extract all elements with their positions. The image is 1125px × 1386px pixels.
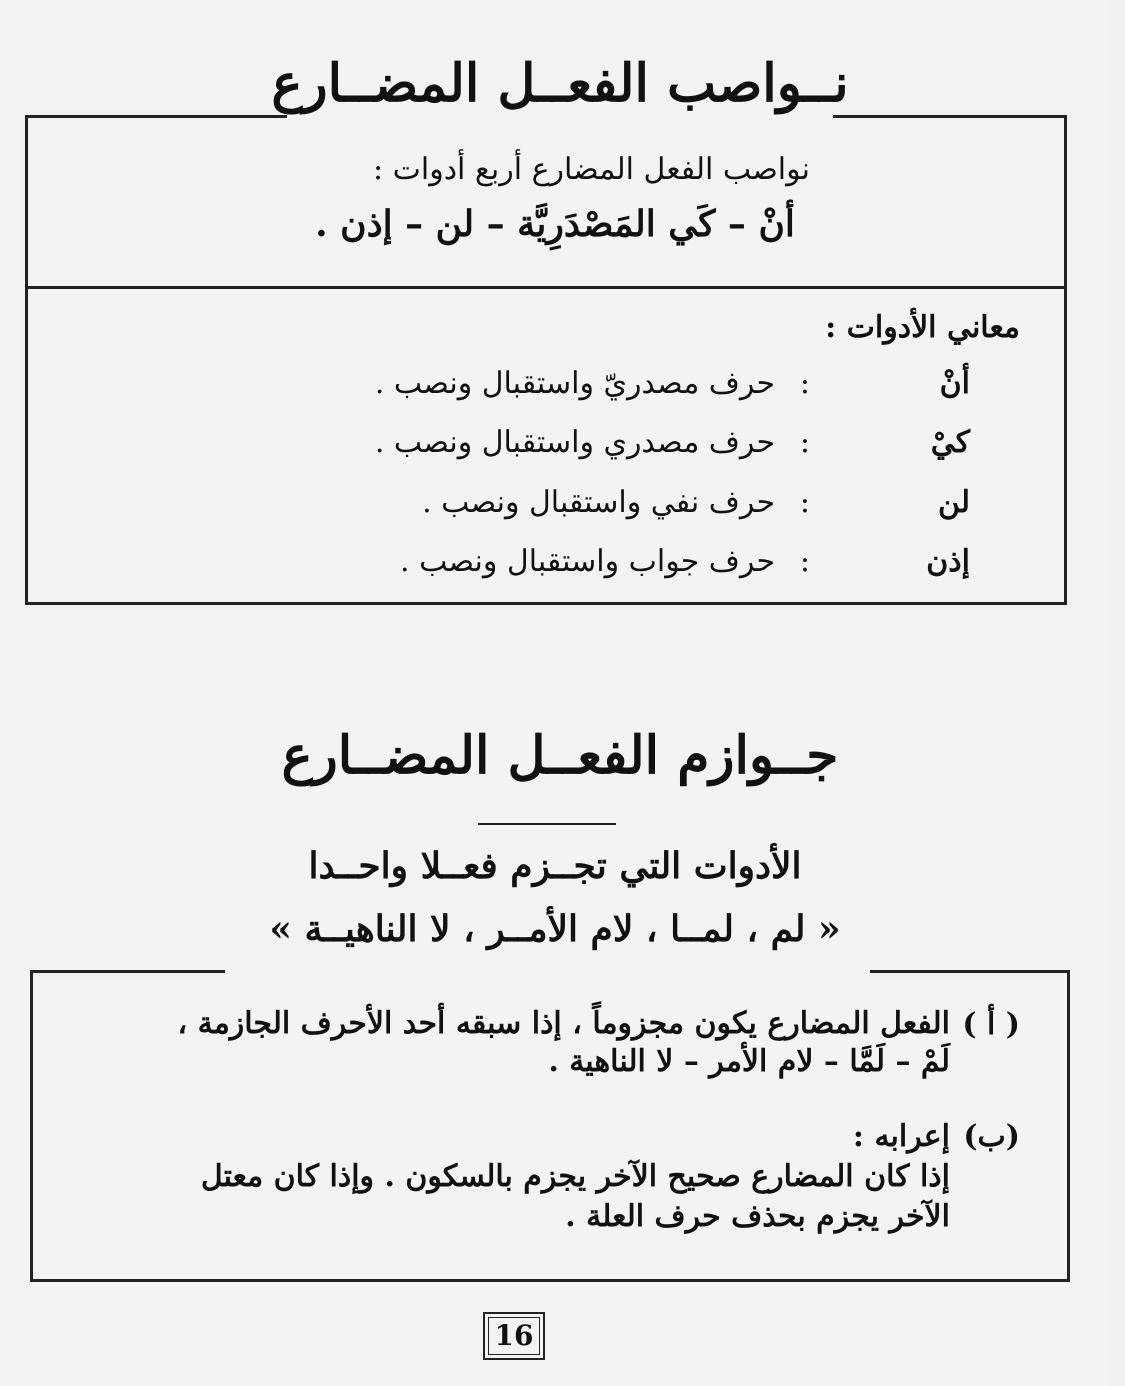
section2-list: « لم ، لمــا ، لام الأمــر ، لا الناهيــة » [269, 908, 841, 950]
item-marker: (ب) [963, 1119, 1020, 1154]
meaning-colon: : [799, 544, 810, 579]
section1-box [25, 115, 1067, 605]
meaning-definition: حرف مصدريّ واستقبال ونصب . [374, 366, 775, 401]
box2-top-left [30, 970, 225, 973]
section2-title: جــوازم الفعــل المضــارع [281, 725, 839, 786]
box2-bottom [30, 1279, 1070, 1282]
section2-subtitle: الأدوات التي تجــزم فعــلا واحــدا [308, 845, 802, 887]
jazm-item [30, 1117, 1020, 1267]
item-line: لَمْ – لَمَّا – لام الأمر – لا الناهية . [548, 1044, 950, 1079]
item-line: الآخر يجزم بحذف حرف العلة . [565, 1199, 950, 1234]
section1-title: نــواصب الفعــل المضــارع [271, 53, 849, 114]
section1-tools: أنْ – كَي المَصْدَرِيَّة – لن – إذن . [315, 203, 795, 245]
box-top-line-left [25, 115, 287, 118]
meaning-term: أنْ [939, 366, 970, 401]
meaning-row [170, 425, 970, 465]
page-number: 16 [488, 1317, 540, 1355]
meaning-term: كيْ [930, 425, 970, 460]
meaning-row [170, 485, 970, 525]
meaning-definition: حرف جواب واستقبال ونصب . [400, 544, 775, 579]
item-line: إعرابه : [852, 1119, 950, 1154]
meanings-heading-text: معاني الأدوات : [825, 310, 1020, 345]
box2-right [1067, 970, 1070, 1282]
box-top-line-right [833, 115, 1067, 118]
meaning-row [170, 544, 970, 584]
meaning-colon: : [799, 366, 810, 401]
item-marker: ( أ ) [962, 1007, 1020, 1042]
section1-intro: نواصب الفعل المضارع أربع أدوات : [372, 152, 810, 187]
jazm-item [30, 1005, 1020, 1100]
item-lines [30, 1117, 950, 1237]
item-lines [30, 1005, 950, 1081]
meaning-definition: حرف مصدري واستقبال ونصب . [374, 425, 775, 460]
title-underline [478, 823, 616, 825]
meaning-term: إذن [926, 544, 970, 579]
meaning-definition: حرف نفي واستقبال ونصب . [422, 485, 775, 520]
meaning-colon: : [799, 425, 810, 460]
meaning-term: لن [938, 485, 970, 520]
meaning-row [170, 366, 970, 406]
page-number-box [483, 1312, 545, 1360]
item-line: إذا كان المضارع صحيح الآخر يجزم بالسكون . وإذا كان معتل [200, 1159, 950, 1194]
meaning-colon: : [799, 485, 810, 520]
box2-top-right [870, 970, 1070, 973]
item-line: الفعل المضارع يكون مجزوماً ، إذا سبقه أحد الأحرف الجازمة ، [177, 1006, 950, 1041]
box-divider [25, 286, 1067, 289]
